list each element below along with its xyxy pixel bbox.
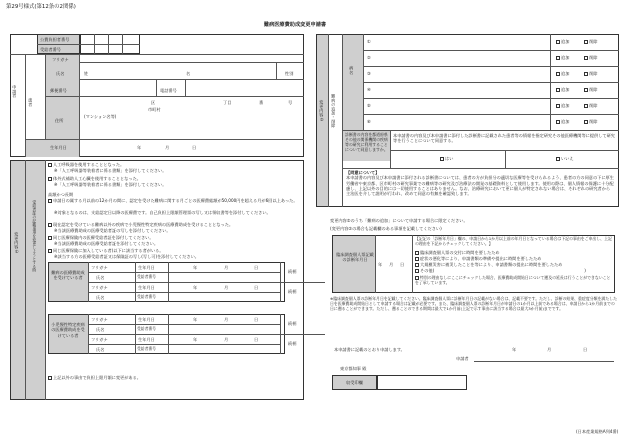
grid-day: 日 [254,265,259,270]
change2-sub-label: 難病の追加・削除 [331,94,337,128]
change-note-4: ※当該医療費助成の医療受給者証の写しを添付してください。 [54,228,171,233]
address-label: 住所 [55,118,64,123]
disease-del-checkbox[interactable]: 削除 [584,87,597,92]
grid-year: 年 [193,337,198,342]
applicant-label: 申請者 [12,85,18,98]
diagnosis-date-label: 臨床調査個人票記載の診断年月日 [336,252,374,263]
disease-number: ④ [367,87,371,92]
disease-number: ③ [367,71,371,76]
grid-recipient-label: 受給者番号 [137,326,156,331]
grid-name-label: 氏名 [96,275,105,280]
grid-relation-label: 続柄 [288,341,297,346]
furigana-label: フリガナ [52,57,69,62]
grid-year: 年 [193,265,198,270]
given-label: 名 [186,71,191,76]
grid-recipient-label: 受給者番号 [137,294,156,299]
diagnosis-month: 月 [389,262,394,267]
change-item-1[interactable]: 人工呼吸器を使用することとなった。 [48,162,300,167]
grid-furigana-label: フリガナ [91,317,108,322]
diagnosis-explanation: ※臨床調査個人票の診断年月日を記載してください。臨床調査個人票に診断年月日の記載がない場合は、記載不要です。ただし、診断の結果、重症度分類を満たした日を医療費助成開始日として申請する場合は記載が必要です。また、臨床調査個人票の診断年月日が申請日の1か月以上前である場合は、申請日から1か月前までの日に遡ることができます。ただし、遡ることのできる期間は最大で1か月前(上記で示す事由に該当する場合は最大3か月前)までです。 [330,296,617,311]
grid-birth-label: 生年月日 [138,337,155,342]
change-item-3-detail[interactable]: 申請日の属する月以前の12か月の間に、認定を受けた難病に関する月ごとの医療費総額が50,000円を超える月が6回以上あった。 [48,198,300,203]
grid-relation-label: 続柄 [288,321,297,326]
apply-day: 日 [583,347,588,352]
stamp-box [377,375,467,390]
shichoson-label: 市町村 [148,107,161,112]
grid-month: 月 [224,265,229,270]
postal-label: 郵便番号 [50,88,67,93]
grid-furigana-label: フリガナ [91,285,108,290]
disease-add-checkbox[interactable]: 追加 [556,87,569,92]
grid-birth-label: 生年月日 [138,285,155,290]
birth-day: 日 [192,145,197,150]
diagnosis-year: 年 [378,262,383,267]
consent-question: 診断書の内容を都道府県その他の関係機関の疾病等の研究に利用することについて同意しますか。 [345,132,388,152]
grid-recipient-label: 受給者番号 [137,346,156,351]
grid-furigana-label: フリガナ [91,265,108,270]
grid-name-label: 氏名 [96,347,105,352]
change-note-1: ※「人工呼吸器等装着者に係る書類」を添付してください。 [54,168,167,173]
go-label: 号 [288,100,293,105]
change-note-2: ※「人工呼吸器等装着者に係る書類」を添付してください。 [54,182,167,187]
grid-name-label: 氏名 [96,327,105,332]
disease-del-checkbox[interactable]: 削除 [584,55,597,60]
surname-label: 姓 [84,71,89,76]
disease-number: ② [367,55,371,60]
disease-add-checkbox[interactable]: 追加 [556,71,569,76]
grid-day: 日 [254,317,259,322]
public-no-label: 公費負担者番号 [40,37,70,42]
note-1: 変更内容②のうち「難病の追加」について申請する場合に限定ください。 [330,218,468,223]
change1-sub-label: 受給者証の記載事項を変更しようとする時 [32,200,38,273]
birth-year: 年 [137,145,142,150]
disease-del-checkbox[interactable]: 削除 [584,71,597,76]
disease-name-field[interactable] [378,51,550,65]
consent-text: 本申請書の内容及び本申請書に添付した診断書に記載された患者等の情報を指定研究その他医療機関等に提供して研究等を行うことについて同意する。 [393,133,615,144]
change-item-4[interactable]: 現在認定を受けている難病以外の疾病で小児慢性特定疾病の医療費助成を受けることとなった。 [48,222,300,227]
disease-name-field[interactable] [378,99,550,113]
change-note-3: ※対象となるのは、支給認定日以降の医療費です。自己負担上限額管理票の写し又は領収書等を添付してください。 [54,210,271,215]
disease-number: ⑤ [367,103,371,108]
grid-birth-label: 生年月日 [138,265,155,270]
late-reason-other[interactable]: その他( ) [415,268,613,273]
consent-yes[interactable]: はい [440,156,453,161]
grid-recipient-label: 受給者番号 [137,274,156,279]
diagnosis-day: 日 [400,262,405,267]
note-2: (変更内容②の場合も記載欄のある事項を記載してください) [330,226,442,231]
disease-add-checkbox[interactable]: 追加 [556,119,569,124]
page-title: 難病医療費助成変更申請書 [263,22,327,28]
sex-label: 性別 [285,71,294,76]
name-label: 氏名 [56,71,65,76]
consent-no[interactable]: いいえ [556,156,574,161]
change-item-last[interactable]: 上記以外の事由で負担上限月額に変更がある。 [48,375,300,380]
change-note-5: ※当該医療費助成の医療受給者証を添付してください。 [54,241,159,246]
consent-explanation: 【同意について】 本申請書の内容及び本申請書に添付される診断書については、患者の方が負担分の適切な医療等を受けられるよう、患者の方の同意の下に厚生労働省や東京都、区市町村の研究事業での難病等の研究及び治療法の開発の基礎資料として使用します。使用の際は、個人情報の保護に十分配慮し、上記以外の目的には一切使用することはありません。なお、治療研究において更に個人が特定されない場合は、それぞれの研究者から主治医を介して説明が行われ、改めて同意の有無を確認致します。 [346,170,614,196]
ban-label: 番 [259,100,264,105]
disease-number: ① [367,39,371,44]
disease-add-checkbox[interactable]: 追加 [556,103,569,108]
birth-label: 生年月日 [50,145,67,150]
chome-label: 丁目 [223,100,232,105]
change-item-6[interactable]: 同じ医療保険に加入している者(以下に該当する者がいる。 [48,248,300,253]
grid-relation-label: 続柄 [288,269,297,274]
grid-month: 月 [224,285,229,290]
grid-relation-label: 続柄 [288,289,297,294]
disease-label: 病名 [349,66,355,75]
grid-month: 月 [224,337,229,342]
grid-day: 日 [254,285,259,290]
patient-label: 患者 [28,98,34,107]
late-reason-3[interactable]: 大規模災害に被災したことを等により、申請書類の提出に時間を要したため [415,262,613,267]
apply-statement: 本申請書に記載のとおり申請します。 [334,347,405,352]
grid-row-label: 難病の医療費助成を受けている者 [51,270,85,281]
grid-name-label: 氏名 [96,295,105,300]
apply-month: 月 [547,347,552,352]
grid-birth-label: 生年月日 [138,317,155,322]
stamp-label: 収受印欄 [346,380,363,385]
mansion-label: (マンション名等) [84,114,117,119]
grid-year: 年 [193,317,198,322]
disease-del-checkbox[interactable]: 削除 [584,103,597,108]
tel-label: 電話番号 [160,88,177,93]
ku-label: 区 [151,100,156,105]
grid-furigana-label: フリガナ [91,337,108,342]
disease-del-checkbox[interactable]: 削除 [584,119,597,124]
change-item-3: 高額かつ長期 [48,192,74,197]
form-number: 第29号様式(第12条の2関係) [6,4,76,10]
disease-add-checkbox[interactable]: 追加 [556,55,569,60]
change1-label: 変更内容① [14,232,20,254]
disease-add-checkbox[interactable]: 追加 [556,39,569,44]
grid-row-label: 小児慢性特定疾病の医療費助成を受けている者 [51,322,85,338]
late-reason-2[interactable]: 症状の悪化等により、申請書類の準備や提出に時間を要したため [415,256,613,261]
late-reason-acknowledge[interactable]: 特別の理由なしにここにチェックした場合、医療費助成開始日について遡及の延長は行うことができないことを了承しています。 [415,275,611,285]
late-reason-intro: 【記記の「診断年月日」欄の、申請日から1か月以上前の年月日となっている場合は下記の事由をご申出し、上記の理由を下記からチェックしてください。】 [415,236,612,246]
late-reason-1[interactable]: 臨床調査個人票の交付に時間を要したため [415,250,613,255]
disease-name-field[interactable] [378,35,550,49]
applicant-sign-line[interactable] [474,361,614,362]
governor-label: 東京都知事 殿 [340,366,367,371]
birth-month: 月 [165,145,170,150]
change-note-6: ※該当する方の医療受給者証又は保険証の写し(写し可)を添付してください。 [54,254,199,259]
apply-year: 年 [512,347,517,352]
recipient-no-label: 受給者番号 [40,47,61,52]
disease-del-checkbox[interactable]: 削除 [584,39,597,44]
change-item-5[interactable]: 同じ医療保険内の医療受給者証を添付してください。 [48,235,300,240]
grid-day: 日 [254,337,259,342]
grid-month: 月 [224,317,229,322]
grid-year: 年 [193,285,198,290]
footer-note: (日本産業規格A列4番) [576,429,619,434]
applicant-sign-label: 申請者 [456,356,469,361]
change2-label: 変更内容② [319,100,325,122]
disease-name-field[interactable] [378,115,550,129]
disease-name-field[interactable] [378,83,550,97]
disease-number: ⑥ [367,119,371,124]
disease-name-field[interactable] [378,67,550,81]
change-item-2[interactable]: 体外式補助人工心臓を使用することとなった。 [48,176,300,181]
